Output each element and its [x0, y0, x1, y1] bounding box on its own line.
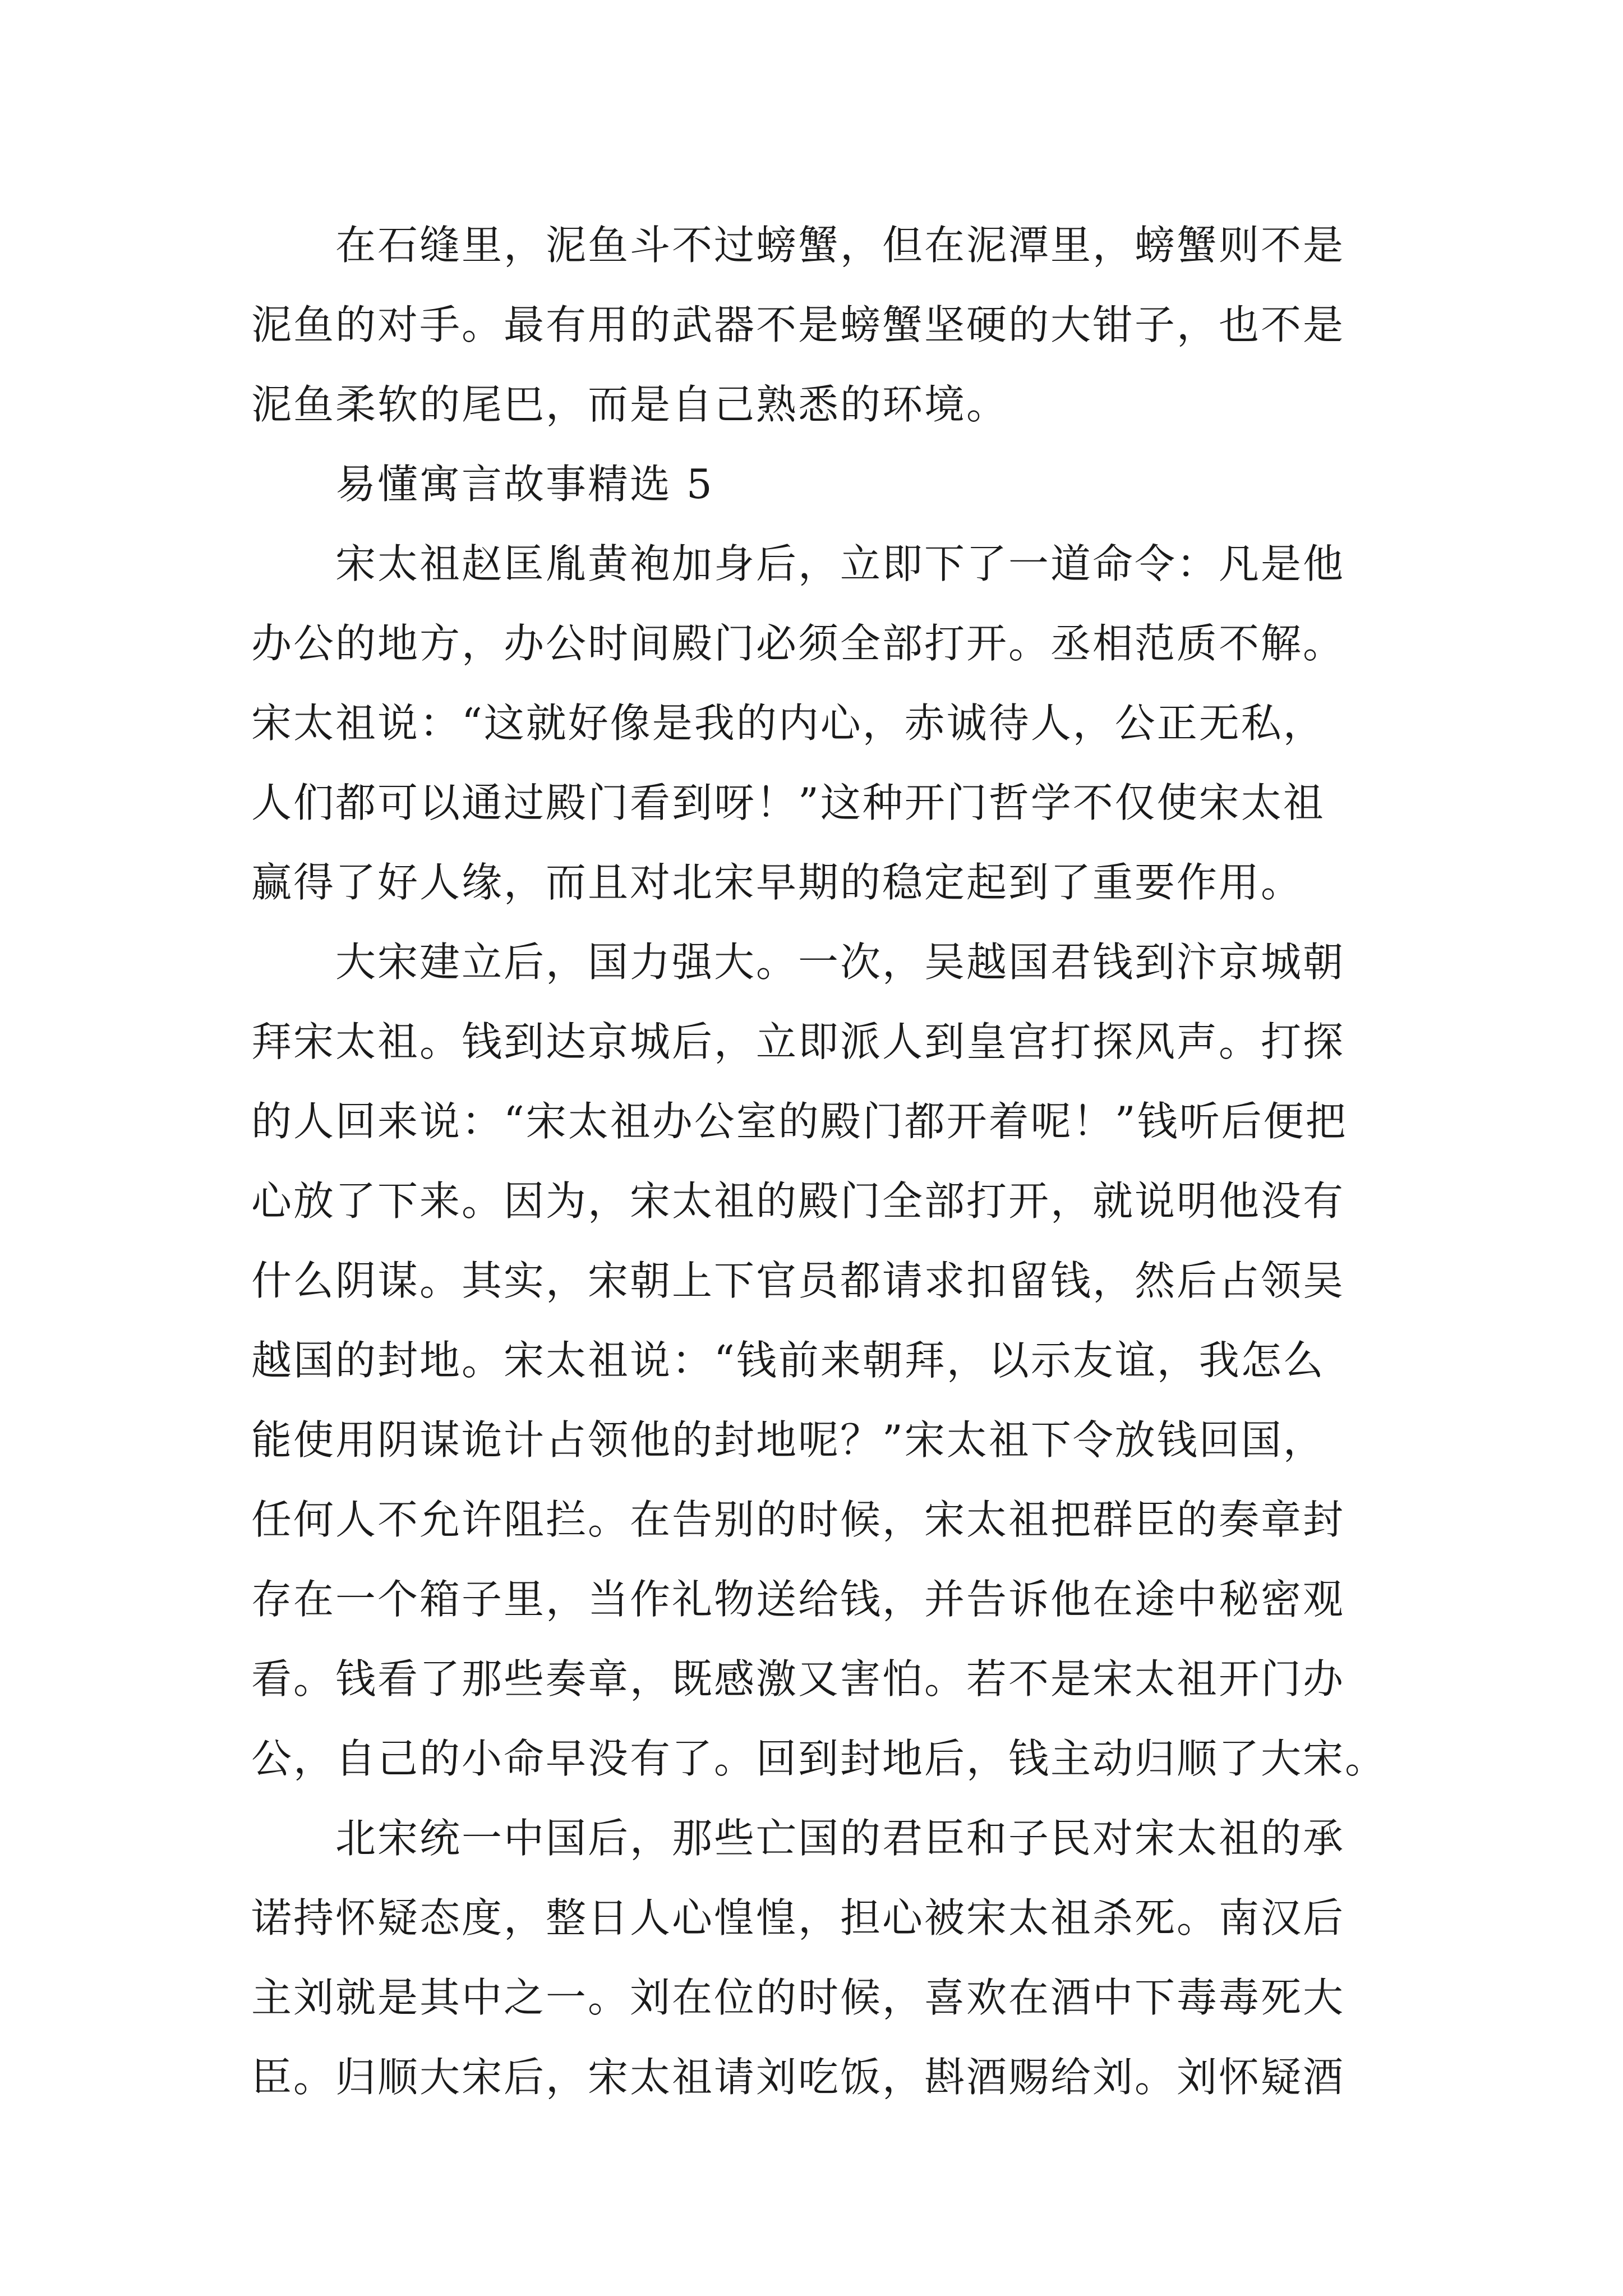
text-line: 拜宋太祖。钱到达京城后，立即派人到皇宫打探风声。打探 — [251, 1018, 1345, 1065]
text-line: 臣。归顺大宋后，宋太祖请刘吃饭，斟酒赐给刘。刘怀疑酒 — [251, 2054, 1345, 2101]
text-line: 宋太祖赵匡胤黄袍加身后，立即下了一道命令：凡是他 — [335, 540, 1345, 587]
text-line: 赢得了好人缘，而且对北宋早期的稳定起到了重要作用。 — [251, 859, 1303, 906]
text-line: 办公的地方，办公时间殿门必须全部打开。丞相范质不解。 — [251, 620, 1345, 667]
text-line: 的人回来说：“宋太祖办公室的殿门都开着呢！”钱听后便把 — [251, 1098, 1348, 1145]
text-line: 主刘就是其中之一。刘在位的时候，喜欢在酒中下毒毒死大 — [251, 1974, 1345, 2021]
heading-text: 易懂寓言故事精选 5 — [335, 461, 714, 508]
text-line: 什么阴谋。其实，宋朝上下官员都请求扣留钱，然后占领吴 — [251, 1257, 1345, 1304]
paragraph-crab-fish — [251, 205, 1373, 444]
text-line: 大宋建立后，国力强大。一次，吴越国君钱到汴京城朝 — [335, 938, 1345, 986]
text-line: 宋太祖说：“这就好像是我的内心，赤诚待人，公正无私， — [251, 700, 1325, 747]
text-line: 看。钱看了那些奏章，既感激又害怕。若不是宋太祖开门办 — [251, 1655, 1345, 1703]
text-line: 在石缝里，泥鱼斗不过螃蟹，但在泥潭里，螃蟹则不是 — [335, 222, 1345, 269]
text-line: 人们都可以通过殿门看到呀！”这种开门哲学不仅使宋太祖 — [251, 779, 1325, 826]
text-line: 任何人不允许阻拦。在告别的时候，宋太祖把群臣的奏章封 — [251, 1496, 1345, 1543]
text-line: 泥鱼的对手。最有用的武器不是螃蟹坚硬的大钳子，也不是 — [251, 301, 1345, 348]
paragraph-open-doors — [251, 524, 1373, 922]
paragraph-southern-han — [251, 1798, 1373, 2117]
text-line: 北宋统一中国后，那些亡国的君臣和子民对宋太祖的承 — [335, 1815, 1345, 1862]
text-line: 越国的封地。宋太祖说：“钱前来朝拜，以示友谊，我怎么 — [251, 1337, 1325, 1384]
text-line: 公，自己的小命早没有了。回到封地后，钱主动归顺了大宋。 — [251, 1735, 1387, 1782]
text-line: 诺持怀疑态度，整日人心惶惶，担心被宋太祖杀死。南汉后 — [251, 1894, 1345, 1941]
text-line: 能使用阴谋诡计占领他的封地呢？”宋太祖下令放钱回国， — [251, 1416, 1325, 1464]
section-heading — [251, 444, 1373, 524]
paragraph-wuyue-king — [251, 922, 1387, 1798]
text-line: 心放了下来。因为，宋太祖的殿门全部打开，就说明他没有 — [251, 1177, 1345, 1225]
text-line: 存在一个箱子里，当作礼物送给钱，并告诉他在途中秘密观 — [251, 1576, 1345, 1623]
text-line: 泥鱼柔软的尾巴，而是自己熟悉的环境。 — [251, 381, 1009, 428]
